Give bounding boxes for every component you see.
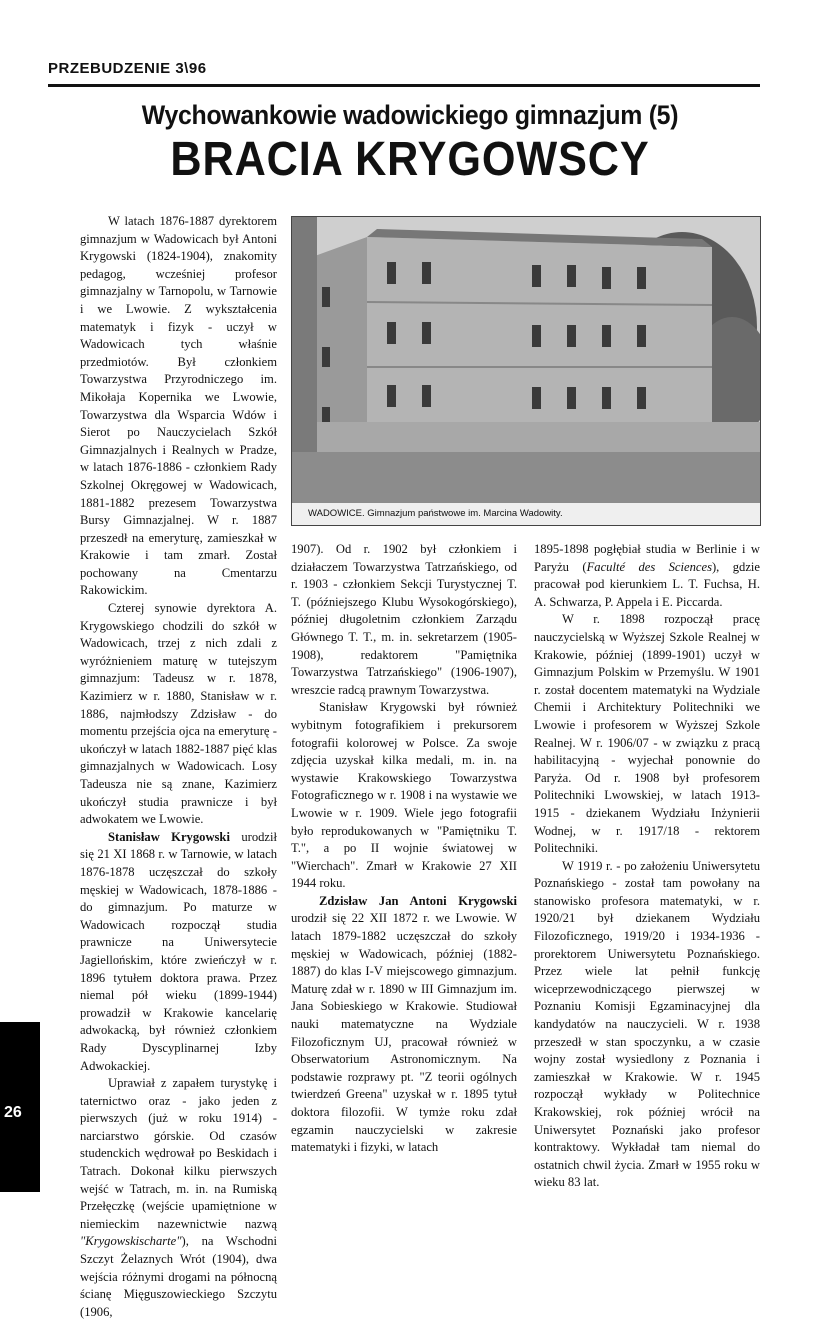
- building-illustration: [292, 217, 760, 503]
- text-column-1: [80, 213, 277, 1321]
- paragraph: 1907). Od r. 1902 był członkiem i działaczem Towarzystwa Tatrzańskiego, od r. 1903 - członkiem Sekcji Turystycznej T. T. (późniejszego Klubu Wysokogórskiego), później długoletnim członkiem Zarządu Głównego T. T., m. in. sekretarzem (1905-1908), redaktorem "Pamiętnika Towarzystwa Tatrzańskiego" (1906-1907), wreszcie radcą prawnym Towarzystwa.: [291, 542, 517, 697]
- paragraph-text: 1895-1898 pogłębiał studia w Berlinie i w Paryżu (: [534, 542, 760, 574]
- article-title: BRACIA KRYGOWSCY: [170, 133, 650, 186]
- photo-caption: WADOWICE. Gimnazjum państwowe im. Marcina Wadowity.: [292, 503, 760, 525]
- paragraph: [80, 829, 277, 1075]
- paragraph: W latach 1876-1887 dyrektorem gimnazjum w Wadowicach był Antoni Krygowski (1824-1904), znakomity pedagog, wcześniej profesor gimnazjalny w Tarnopolu, w Tarnowie i we Lwowie. Z wykształcenia matematyk i fizyk - uczył w Wadowicach tych właśnie przedmiotów. Był członkiem Towarzystwa Przyrodniczego im. Mikołaja Kopernika we Lwowie, Towarzystwa dla Wsparcia Wdów i Sierot po Nauczycielach Szkół Gimnazjalnych i Realnych w Pradze, w latach 1876-1886 - członkiem Rady Szkolnej Okręgowej w Wadowicach, 1881-1882 prezesem Towarzystwa Bursy Gimnazjalnej. W r. 1887 przeszedł na emeryturę, zamieszkał w Krakowie i tam zmarł. Został pochowany na Cmentarzu Rakowickim.: [80, 214, 277, 598]
- paragraph-text: ), gdzie pracował pod kierunkiem L. T. Fuchsa, H. A. Schwarza, P. Appela i E. Piccarda.: [534, 559, 760, 609]
- person-name: Zdzisław Jan Antoni Krygowski: [319, 893, 517, 908]
- italic-name: Faculté des Sciences: [586, 559, 712, 574]
- paragraph-text: urodził się 21 XI 1868 r. w Tarnowie, w latach 1876-1878 uczęszczał do szkoły męskiej w Wadowicach, 1878-1886 - do gimnazjum. Po maturze w Wadowicach rozpoczął studia prawnicze na Uniwersytecie Jagiellońskim, które zwieńczył w r. 1896 tytułem doktora prawa. Przez niemal pół wieku (1899-1944) prowadził w Krakowie kancelarię adwokacką, był również członkiem Rady Dyscyplinarnej Izby Adwokackiej.: [80, 829, 278, 1073]
- paragraph: [80, 1075, 277, 1321]
- paragraph-text: Uprawiał z zapałem turystykę i taternictwo oraz - jako jeden z pierwszych (już w roku 1914) - narciarstwo górskie. Od czasów studenckich wędrował po Beskidach i Tatrach. Dokonał kilku pierwszych wejść w Tatrach, m. in. na Rumiską Przełęczkę (wejście upamiętnione w niemieckim nazewnictwie nazwą: [80, 1076, 277, 1231]
- paragraph: W 1919 r. - po założeniu Uniwersytetu Poznańskiego - został tam powołany na stanowisko profesora matematyki, w r. 1920/21 był dziekanem Wydziału Filozoficznego, 1919/20 i 1934-1936 - prorektorem Uniwersytetu Poznańskiego. Przez wiele lat pełnił funkcję wiceprzewodniczącego pierwszej w Poznaniu Komisji Egzaminacyjnej dla kandydatów na nauczycieli. W r. 1938 przeszedł w stan spoczynku, a w czasie wojny został wysiedlony z Poznania i zamieszkał w Krakowie. W r. 1945 rozpoczął wykłady w Politechnice Krakowskiej, rok później wrócił na Uniwersytet Poznański jako profesor kontraktowy. Wykładał tam niemal do ostatnich chwil życia. Zmarł w 1955 roku w wieku 83 lat.: [534, 858, 760, 1190]
- text-column-2: [291, 541, 517, 1157]
- paragraph-text: ), na Wschodni Szczyt Żelaznych Wrót (1904), dwa wejścia różnymi drogami na północną ścianę Mięguszowieckiego Szczytu (1906,: [80, 1234, 277, 1319]
- paragraph: Stanisław Krygowski był również wybitnym fotografikiem i prekursorem fotografii kolorowej w Polsce. Za swoje zdjęcia uzyskał kilka medali, m. in. na wystawie Krakowskiego Towarzystwa Fotograficznego w r. 1908 i na wystawie we Lwowie w r. 1909. Wiele jego fotografii było reprodukowanych w "Pamiętniku T. T.", a po II wojnie światowej w "Wierchach". Zmarł w Krakowie 27 XII 1944 roku.: [291, 700, 517, 891]
- running-header: [48, 60, 760, 87]
- paragraph: [534, 541, 760, 611]
- page-number-tab: [0, 1022, 40, 1192]
- person-name: Stanisław Krygowski: [108, 829, 230, 844]
- paragraph: Czterej synowie dyrektora A. Krygowskiego chodzili do szkół w Wadowicach, trzej z nich zdali z wyróżnieniem maturę w tutejszym gimnazjum: Tadeusz w r. 1878, Kazimierz w r. 1880, Stanisław w r. 1886, najmłodszy Zdzisław - do momentu przejścia ojca na emeryturę - ukończył w latach 1882-1887 pięć klas gimnazjalnych w Wadowicach. Losy Tadeusza nie są znane, Kazimierz ukończył studia prawnicze i był adwokatem we Lwowie.: [80, 601, 277, 827]
- paragraph-text: urodził się 22 XII 1872 r. we Lwowie. W latach 1879-1882 uczęszczał do szkoły męskiej w Wadowicach, później (1882-1887) do klas I-V miejscowego gimnazjum. Maturę zdał w r. 1890 w III Gimnazjum im. Jana Sobieskiego w Krakowie. Studiował nauki matematyczne na Wydziale Filozoficznym UJ, pracował również w Obserwatorium Astronomicznym. Na podstawie rozprawy pt. "Z teorii ogólnych twierdzeń Greena" uzyskał w r. 1895 tytuł doktora filozofii. W tymże roku zdał egzamin nauczycielski w zakresie matematyki i fizyki, w latach: [291, 911, 517, 1155]
- page-number: 26: [4, 1104, 22, 1121]
- magazine-issue: PRZEBUDZENIE 3\96: [48, 60, 207, 77]
- article-series-title: Wychowankowie wadowickiego gimnazjum (5): [141, 100, 679, 130]
- paragraph: W r. 1898 rozpoczął pracę nauczycielską w Wyższej Szkole Realnej w Krakowie, później (1899-1901) uczył w Gimnazjum Polskim w Przemyślu. W 1901 r. został docentem matematyki na Wydziale Chemii i Architektury Politechniki we Lwowie i profesorem w Wyższej Szkole Realnej. W r. 1906/07 - w związku z pracą habilitacyjną - wyjechał ponownie do Paryża. Od r. 1908 był profesorem Politechniki Lwowskiej, w latach 1913-1915 - dziekanem Wydziału Inżynierii Wodnej, w r. 1917/18 - rektorem Politechniki.: [534, 612, 760, 856]
- school-building-photo: [291, 216, 761, 526]
- italic-name: "Krygowskischarte": [80, 1234, 182, 1249]
- paragraph: [291, 893, 517, 1157]
- text-column-3: [534, 541, 760, 1192]
